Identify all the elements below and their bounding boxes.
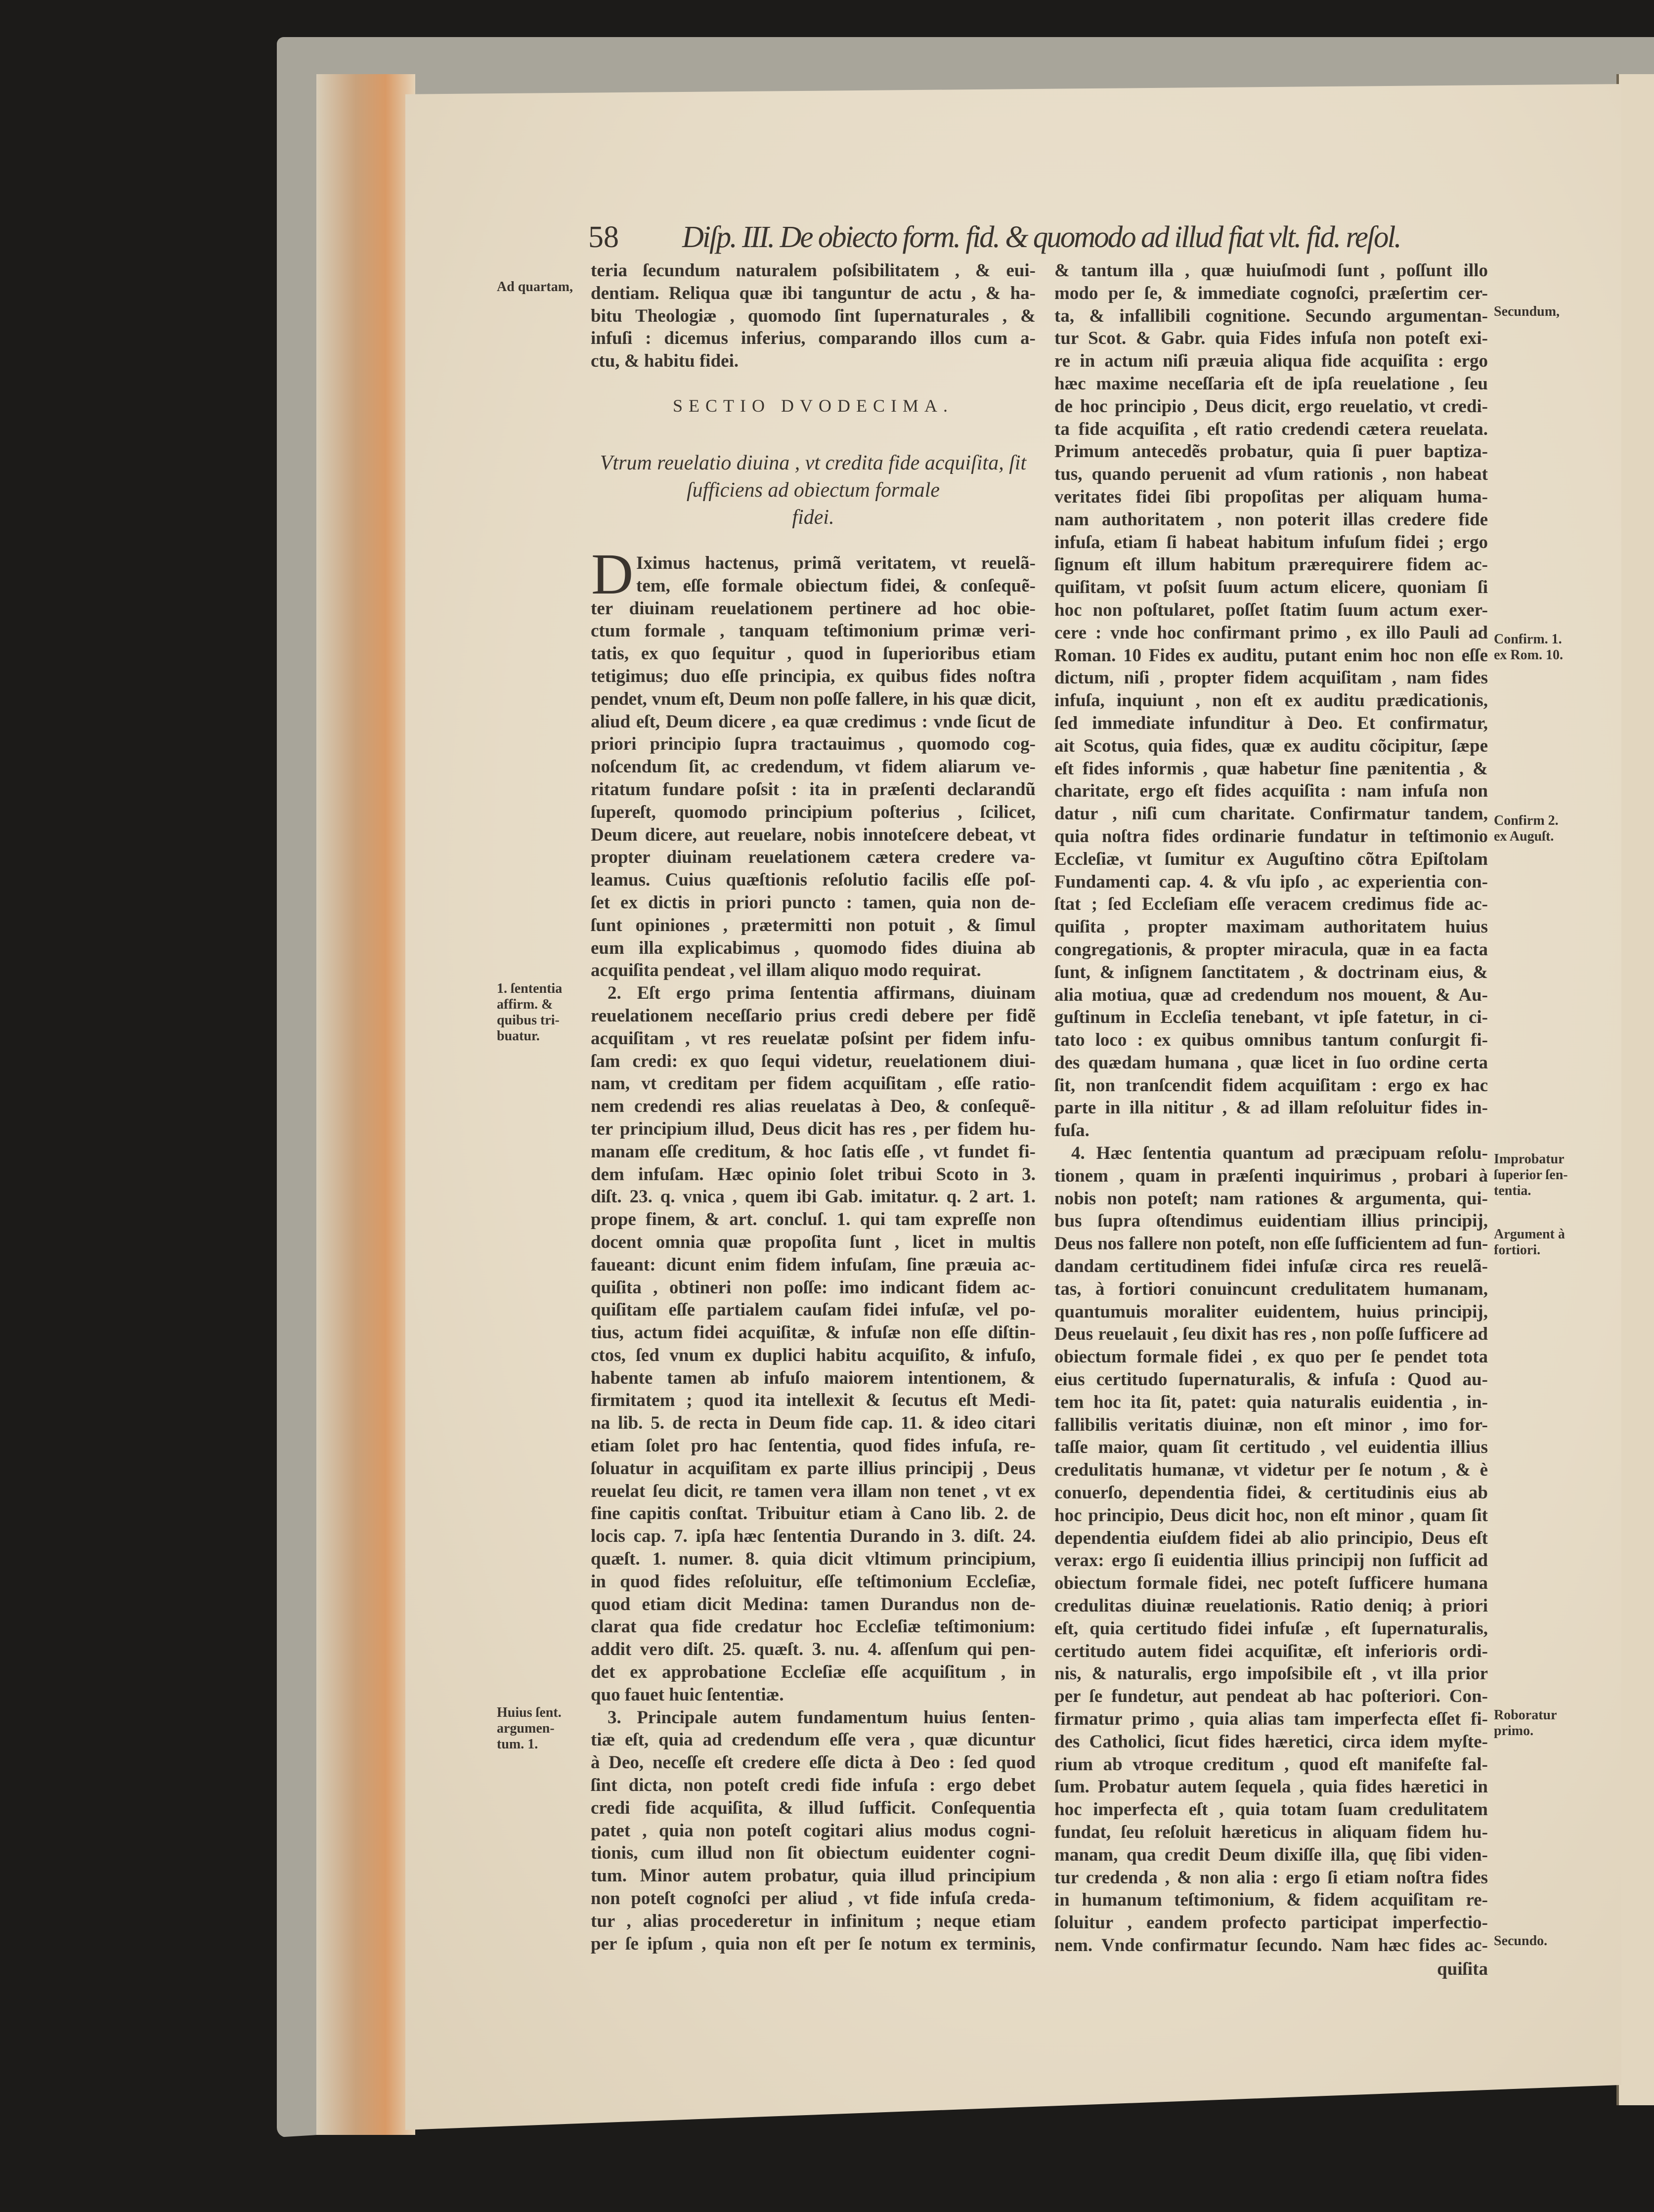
- text-line: ctum formale , tanquam teſtimonium primæ veri-: [591, 621, 1036, 641]
- text-line: propter diuinam reuelationem cætera credere va-: [591, 847, 1036, 868]
- text-line: na lib. 5. de recta in Deum fide cap. 11. & ideo citari: [591, 1413, 1036, 1434]
- text-line: Deus reuelauit , ſeu dixit has res , non poſſe ſufficere ad: [1054, 1324, 1488, 1345]
- text-line: prope finem, & art. concluſ. 1. qui tam expreſſe non: [591, 1209, 1036, 1230]
- text-line: parte in illa nititur , & ad illam reſoluitur fides in-: [1054, 1098, 1488, 1118]
- text-line: teria ſecundum naturalem poſsibilitatem , & eui-: [591, 260, 1036, 281]
- text-line: noſcendum ſit, ac credendum, vt fidem aliarum ve-: [591, 757, 1036, 777]
- margin-note-line: Secundo.: [1494, 1933, 1548, 1949]
- text-line: in humanum teſtimonium, & fidem acquiſitam re-: [1054, 1890, 1488, 1911]
- text-line: alia motiua, quæ ad credendum nos mouent, & Au-: [1054, 984, 1488, 1005]
- text-line: ſint dicta, non poteſt credi fide infuſa : ergo debet: [591, 1775, 1036, 1796]
- text-line: modo per ſe, & immediate cognoſci, præſertim cer-: [1054, 283, 1488, 303]
- text-line: bitu Theologiæ , quomodo ſint ſupernaturales , &: [591, 305, 1036, 326]
- next-page-edge: [1616, 74, 1654, 2105]
- text-line: rium ab vtroque creditum , quod eſt manifeſte fal-: [1054, 1754, 1488, 1775]
- text-line: ta, & infallibili cognitione. Secundo argumentan-: [1054, 305, 1488, 326]
- text-line: guſtinum in Eccleſia tenebant, vt ipſe fatetur, in ci-: [1054, 1007, 1488, 1028]
- text-line: quiſita , propter maximam authoritatem huius: [1054, 917, 1488, 937]
- text-line: tur credenda , & non alia : ergo ſi etiam noſtra fides: [1054, 1867, 1488, 1888]
- text-line: locis cap. 7. ipſa hæc ſententia Durando in 3. diſt. 24.: [591, 1526, 1036, 1547]
- text-line: datur , niſi cum charitate. Confirmatur tandem,: [1054, 804, 1488, 824]
- text-line: dentiam. Reliqua quæ ibi tanguntur de actu , & ha-: [591, 283, 1036, 303]
- text-line: reuelationem neceſſario prius credi debere per fidẽ: [591, 1005, 1036, 1026]
- page-stack-edge: [316, 74, 415, 2135]
- text-line: fine capitis conſtat. Tribuitur etiam à Cano lib. 2. de: [591, 1503, 1036, 1524]
- margin-note-line: affirm. &: [497, 997, 553, 1012]
- text-line: & tantum illa , quæ huiuſmodi ſunt , poſſunt illo: [1054, 260, 1488, 281]
- section-title: [591, 450, 1036, 531]
- text-line: ctu, & habitu fidei.: [591, 351, 739, 372]
- text-line: de hoc principio , Deus dicit, ergo reuelatio, vt credi-: [1054, 396, 1488, 417]
- paragraph: [591, 982, 1036, 1706]
- text-line: eſt, quia certitudo fidei infuſæ , eſt ſupernaturalis,: [1054, 1618, 1488, 1639]
- margin-note-line: buatur.: [497, 1028, 540, 1044]
- text-line: ctos, ſed vnum ex duplici habitu acquiſito, & infuſo,: [591, 1345, 1036, 1365]
- text-line: per ſe fundetur, aut pendeat ab hac poſteriori. Con-: [1054, 1686, 1488, 1707]
- text-line: tas, à fortiori conuincunt credulitatem humanam,: [1054, 1278, 1488, 1299]
- text-line: manam, qua credit Deum dixiſſe illa, quę ſibi viden-: [1054, 1844, 1488, 1865]
- paragraph: [1054, 1142, 1488, 1957]
- text-line: Iximus hactenus, primã veritatem, vt reuelã-: [636, 553, 1036, 573]
- text-line: fallibilis veritatis diuinæ, non eſt minor , imo for-: [1054, 1414, 1488, 1435]
- text-line: nam authoritatem , non poterit illas credere fide: [1054, 509, 1488, 530]
- margin-note-line: Confirm. 1.: [1494, 632, 1562, 647]
- margin-note: [1494, 1933, 1603, 1949]
- text-line: infuſa, etiam ſi habeat habitum infuſum fidei ; ergo: [1054, 532, 1488, 553]
- text-line: quia noſtra fides ordinarie fundatur in teſtimonio: [1054, 826, 1488, 847]
- text-line: docent omnia quæ propoſita ſunt , licet in multis: [591, 1232, 1036, 1252]
- text-line: tius, actum fidei acquiſitæ, & infuſæ non eſſe diſtin-: [591, 1322, 1036, 1343]
- text-line: nam, vt creditam per fidem acquiſitam , eſſe ratio-: [591, 1073, 1036, 1094]
- text-line: Fundamenti cap. 4. & vſu ipſo , ac experientia con-: [1054, 871, 1488, 892]
- text-line: eſt fides informis , quæ habetur ſine pænitentia , &: [1054, 758, 1488, 779]
- text-line: nem credendi res alias reuelatas à Deo, & conſequẽ-: [591, 1096, 1036, 1117]
- margin-note-line: Roboratur: [1494, 1707, 1557, 1723]
- text-line: habente tamen ab infuſo maiorem intentionem, &: [591, 1367, 1036, 1388]
- margin-note: [1494, 304, 1603, 320]
- text-line: à Deo, neceſſe eſt credere eſſe dicta à Deo : ſed quod: [591, 1752, 1036, 1773]
- section-heading: SECTIO DVODECIMA.: [673, 396, 954, 416]
- text-line: certitudo autem fidei acquiſitæ, eſt inferioris ordi-: [1054, 1641, 1488, 1661]
- text-line: dependentia eiuſdem fidei ab alio principio, Deus eſt: [1054, 1528, 1488, 1548]
- text-line: ſoluatur in acquiſitam ex parte illius principij , Deus: [591, 1458, 1036, 1479]
- text-line: quiſitam, vt poſsit ſuum actum elicere, quoniam ſi: [1054, 577, 1488, 598]
- text-line: quiſitam eſſe partialem cauſam fidei infuſæ, vel po-: [591, 1300, 1036, 1320]
- margin-note: [1494, 813, 1603, 845]
- text-line: tato loco : ex quibus omnibus tantum conſurgit fi-: [1054, 1030, 1488, 1051]
- text-line: ſit, non tranſcendit fidem acquiſitam : ergo ex hac: [1054, 1075, 1488, 1096]
- text-line: Deus nos fallere non poteſt, non eſſe ſufficientem ad fun-: [1054, 1234, 1488, 1254]
- text-line: 4. Hæc ſententia quantum ad præcipuam reſolu-: [1071, 1143, 1488, 1164]
- text-line: nobis non poteſt; nam rationes & argumenta, qui-: [1054, 1188, 1488, 1209]
- margin-note-line: quibus tri-: [497, 1013, 560, 1028]
- text-line: infuſi : dicemus inferius, comparando illos cum a-: [591, 328, 1036, 349]
- margin-note-line: Secundum,: [1494, 304, 1560, 319]
- text-line: eius certitudo ſupernaturalis, & infuſa : Quod au-: [1054, 1369, 1488, 1390]
- text-line: credulitatis humanæ, vt videtur per ſe notum , & è: [1054, 1460, 1488, 1481]
- text-line: hoc non poſtularet, poſſet ſtatim ſuum actum exer-: [1054, 599, 1488, 620]
- margin-note: [1494, 1707, 1603, 1739]
- running-header: [588, 217, 1404, 257]
- text-line: firmatur primo , quia alias tam imperfecta eſſet fi-: [1054, 1709, 1488, 1729]
- text-line: ſunt opiniones , prætermitti non potuit , & ſimul: [591, 915, 1036, 936]
- text-line: ſoluitur , eandem profecto participat imperfectio-: [1054, 1913, 1488, 1933]
- text-line: diſt. 23. q. vnica , quem ibi Gab. imitatur. q. 2 art. 1.: [591, 1187, 1036, 1207]
- text-line: quantumuis moraliter euidentem, huius principij,: [1054, 1301, 1488, 1322]
- text-line: quod etiam dicit Medina: tamen Durandus non de-: [591, 1594, 1036, 1615]
- text-line: tem, eſſe formale obiectum fidei, & conſequẽ-: [636, 575, 1036, 596]
- right-column: [1054, 259, 1488, 1957]
- margin-note: [1494, 1151, 1603, 1199]
- text-line: fuſa.: [1054, 1120, 1089, 1141]
- text-line: infuſa, inquiunt , non eſt ex auditu prædicationis,: [1054, 690, 1488, 711]
- text-line: patet , quia non poteſt cogitari alius modus cogni-: [591, 1820, 1036, 1841]
- margin-note-line: 1. ſententia: [497, 981, 563, 996]
- text-line: addit vero diſt. 25. quæſt. 3. nu. 4. aſſenſum qui pen-: [591, 1639, 1036, 1660]
- margin-note: [497, 1705, 583, 1752]
- text-line: dictum, niſi , propter fidem acquiſitam , nam fides: [1054, 668, 1488, 688]
- text-line: credi fide acquiſita, & illud ſufficit. Conſequentia: [591, 1797, 1036, 1818]
- margin-note-line: Ad quartam,: [497, 279, 573, 295]
- text-line: ait Scotus, quia fides, quæ ex auditu cõcipitur, ſæpe: [1054, 735, 1488, 756]
- text-line: det ex approbatione Eccleſiæ eſſe acquiſitum , in: [591, 1662, 1036, 1683]
- left-column-top: [591, 259, 1036, 373]
- text-line: manam eſſe creditum, & hoc ſatis eſſe , vt fundet fi-: [591, 1141, 1036, 1162]
- margin-note-line: primo.: [1494, 1723, 1534, 1739]
- text-line: tionem , quam in præſenti inquirimus , probari à: [1054, 1165, 1488, 1186]
- margin-note: [1494, 1227, 1603, 1258]
- paragraph: [591, 1706, 1036, 1956]
- text-line: taſſe maior, quam ſit certitudo , vel euidentia illius: [1054, 1437, 1488, 1458]
- text-line: tatis, ex quo ſequitur , quod in ſuperioribus etiam: [591, 643, 1036, 664]
- margin-note-line: Argument à: [1494, 1227, 1565, 1242]
- text-line: re in actum niſi præuia aliqua fide acquiſita : ergo: [1054, 351, 1488, 372]
- text-line: 2. Eſt ergo prima ſententia affirmans, diuinam: [608, 983, 1036, 1004]
- text-line: fundat, ſeu reſoluit hæreticus in aliquam fidem hu-: [1054, 1822, 1488, 1842]
- margin-note-line: ex Auguſt.: [1494, 829, 1554, 844]
- text-line: tur , alias procederetur in infinitum ; neque etiam: [591, 1911, 1036, 1931]
- text-line: ſet ex dictis in priori puncto : tamen, quia non de-: [591, 892, 1036, 913]
- text-line: nis, & naturalis, ergo impoſsibile eſt , vt illa prior: [1054, 1663, 1488, 1684]
- text-line: ſed immediate infunditur à Deo. Et confirmatur,: [1054, 713, 1488, 733]
- margin-note: [1494, 632, 1603, 663]
- text-line: cere : vnde hoc confirmant primo , ex illo Pauli ad: [1054, 622, 1488, 643]
- margin-note: [497, 981, 583, 1044]
- text-line: ſum. Probatur autem ſequela , quia fides hæretici in: [1054, 1777, 1488, 1797]
- text-line: tionis, cum illud non ſit obiectum euidenter cogni-: [591, 1843, 1036, 1864]
- left-column-body: [591, 542, 1036, 1955]
- section-title-line: ſufficiens ad obiectum formale: [686, 479, 940, 502]
- text-line: quæſt. 1. numer. 8. quia dicit vltimum principium,: [591, 1549, 1036, 1570]
- text-line: Deum dicere, aut reuelare, nobis innoteſcere debeat, vt: [591, 824, 1036, 845]
- text-line: leamus. Cuius quæſtionis reſolutio facilis eſſe poſ-: [591, 870, 1036, 891]
- text-line: tur Scot. & Gabr. quia Fides infuſa non poteſt exi-: [1054, 328, 1488, 349]
- text-line: dandam certitudinem fidei infuſæ circa res reuelã-: [1054, 1256, 1488, 1277]
- text-line: reuelat ſeu dicit, re tamen vera illam non tenet , vt ex: [591, 1481, 1036, 1501]
- paragraph: [591, 259, 1036, 373]
- text-line: conuerſo, dependentia fidei, & certitudinis eius ab: [1054, 1483, 1488, 1503]
- text-line: bus ſupra oſtendimus euidentiam illius principij,: [1054, 1211, 1488, 1232]
- text-line: ſignum eſt illum habitum prærequirere fidem ac-: [1054, 554, 1488, 575]
- margin-note-line: fortiori.: [1494, 1242, 1541, 1258]
- section-title-line: Vtrum reuelatio diuina , vt credita fide acquiſita, ſit: [600, 452, 1027, 474]
- margin-note-line: Confirm 2.: [1494, 813, 1559, 828]
- margin-note-line: argumen-: [497, 1721, 555, 1736]
- text-line: ter principium illud, Deus dicit has res , per fidem hu-: [591, 1118, 1036, 1139]
- margin-note-line: ſuperior ſen-: [1494, 1167, 1568, 1183]
- margin-note-line: Huius ſent.: [497, 1705, 562, 1720]
- text-line: non poteſt cognoſci per aliud , vt fide infuſa creda-: [591, 1888, 1036, 1909]
- text-line: pendet, vnum eſt, Deum non poſſe fallere, in his quæ dicit,: [591, 688, 1036, 709]
- running-head-title: Diſp. III. De obiecto form. fid. & quomodo ad illud fiat vlt. fid. reſol.: [682, 220, 1400, 254]
- text-line: dem infuſam. Hæc opinio ſolet tribui Scoto in 3.: [591, 1164, 1036, 1185]
- text-line: tiæ eſt, quia ad credendum eſſe vera , quæ dicuntur: [591, 1730, 1036, 1750]
- text-line: obiectum formale fidei , ex quo per ſe pendet tota: [1054, 1347, 1488, 1367]
- text-line: clarat qua fide credatur hoc Eccleſiæ teſtimonium:: [591, 1616, 1036, 1637]
- text-line: quo fauet huic ſententiæ.: [591, 1684, 784, 1705]
- text-line: etiam ſolet pro hac ſententia, quod fides infuſa, re-: [591, 1436, 1036, 1456]
- page-number: 58: [588, 220, 619, 254]
- text-line: veritates fidei ſibi propoſitas per aliquam huma-: [1054, 486, 1488, 507]
- text-line: aliud eſt, Deum dicere , ea quæ credimus : vnde ſicut de: [591, 711, 1036, 732]
- text-line: priori principio ſupra tractauimus , quomodo cog-: [591, 734, 1036, 755]
- text-line: congregationis, & propter miracula, quæ in ea facta: [1054, 939, 1488, 960]
- section-title-line: fidei.: [792, 506, 834, 529]
- text-line: Primum antecedẽs probatur, quia ſi puer baptiza-: [1054, 441, 1488, 462]
- margin-note-line: tentia.: [1494, 1183, 1531, 1198]
- margin-note: [497, 279, 583, 295]
- text-line: ta fide acquiſita , eſt ratio credendi cætera reuelata.: [1054, 419, 1488, 439]
- text-line: verax: ergo ſi euidentia illius principij non ſufficit ad: [1054, 1550, 1488, 1571]
- text-line: obiectum formale fidei, nec poteſt ſufficere humana: [1054, 1573, 1488, 1594]
- text-line: tetigimus; duo eſſe principia, ex quibus fides noſtra: [591, 666, 1036, 686]
- text-line: ſtat ; ſed Eccleſiam eſſe veracem credimus fide ac-: [1054, 894, 1488, 915]
- text-line: ritatum fundare poſsit : ita in præſenti declarandũ: [591, 779, 1036, 800]
- text-line: acquiſitam , vt res reuelatæ poſsint per fidem infu-: [591, 1028, 1036, 1049]
- paragraph: [591, 542, 1036, 982]
- text-line: in quod fides reſoluitur, eſſe teſtimonium Eccleſiæ,: [591, 1571, 1036, 1592]
- margin-note-line: tum. 1.: [497, 1737, 538, 1752]
- text-line: Eccleſiæ, vt ſumitur ex Auguſtino cõtra Epiſtolam: [1054, 849, 1488, 869]
- text-line: tem hoc ita ſit, patet: quia naturalis euidentia , in-: [1054, 1392, 1488, 1412]
- text-line: credulitas diuinæ reuelationis. Ratio deniq; à priori: [1054, 1596, 1488, 1616]
- text-line: acquiſita pendeat , vel illam aliquo modo requirat.: [591, 960, 981, 981]
- text-line: tus, quando peruenit ad vſum rationis , non habeat: [1054, 464, 1488, 485]
- text-line: tum. Minor autem probatur, quia illud principium: [591, 1866, 1036, 1886]
- text-line: firmitatem ; quod ita intellexit & ſecutus eſt Medi-: [591, 1390, 1036, 1411]
- margin-note-line: ex Rom. 10.: [1494, 647, 1563, 663]
- text-line: hoc principio, Deus dicit hoc, non eſt minor , quam ſit: [1054, 1505, 1488, 1526]
- text-line: eum illa explicabimus , quomodo fides diuina ab: [591, 937, 1036, 958]
- margin-note-line: Improbatur: [1494, 1151, 1565, 1167]
- text-line: ſam credi: ex quo ſequi videtur, reuelationem diui-: [591, 1051, 1036, 1071]
- text-line: charitate, ergo eſt fides acquiſita : nam infuſa non: [1054, 781, 1488, 802]
- text-line: ter diuinam reuelationem pertinere ad hoc obie-: [591, 598, 1036, 619]
- paragraph: [1054, 259, 1488, 1142]
- text-line: 3. Principale autem fundamentum huius ſenten-: [608, 1707, 1036, 1728]
- text-line: ſupereſt, quomodo principium poſterius , ſcilicet,: [591, 802, 1036, 822]
- text-line: des Catholici, ſicut fides hæretici, circa idem myſte-: [1054, 1731, 1488, 1752]
- text-line: hoc imperfecta eſt , quia totam ſuam credulitatem: [1054, 1799, 1488, 1820]
- text-line: faueant: dicunt enim fidem infuſam, ſine præuia ac-: [591, 1254, 1036, 1275]
- drop-cap: D: [591, 542, 634, 606]
- text-line: quiſita , obtineri non poſſe: imo indicant fidem ac-: [591, 1277, 1036, 1298]
- text-line: per ſe ipſum , quia non eſt per ſe notum ex terminis,: [591, 1933, 1036, 1954]
- text-line: Roman. 10 Fides ex auditu, putant enim hoc non eſſe: [1054, 645, 1488, 666]
- text-line: des quædam humana , quæ licet in ſuo ordine certa: [1054, 1052, 1488, 1073]
- text-line: hæc maxime neceſſaria eſt de ipſa reuelatione , ſeu: [1054, 373, 1488, 394]
- text-line: nem. Vnde confirmatur ſecundo. Nam hæc fides ac-: [1054, 1935, 1488, 1956]
- text-line: ſunt, & inſignem ſanctitatem , & doctrinam eius, &: [1054, 962, 1488, 982]
- catchword: quiſita: [1437, 1959, 1488, 1979]
